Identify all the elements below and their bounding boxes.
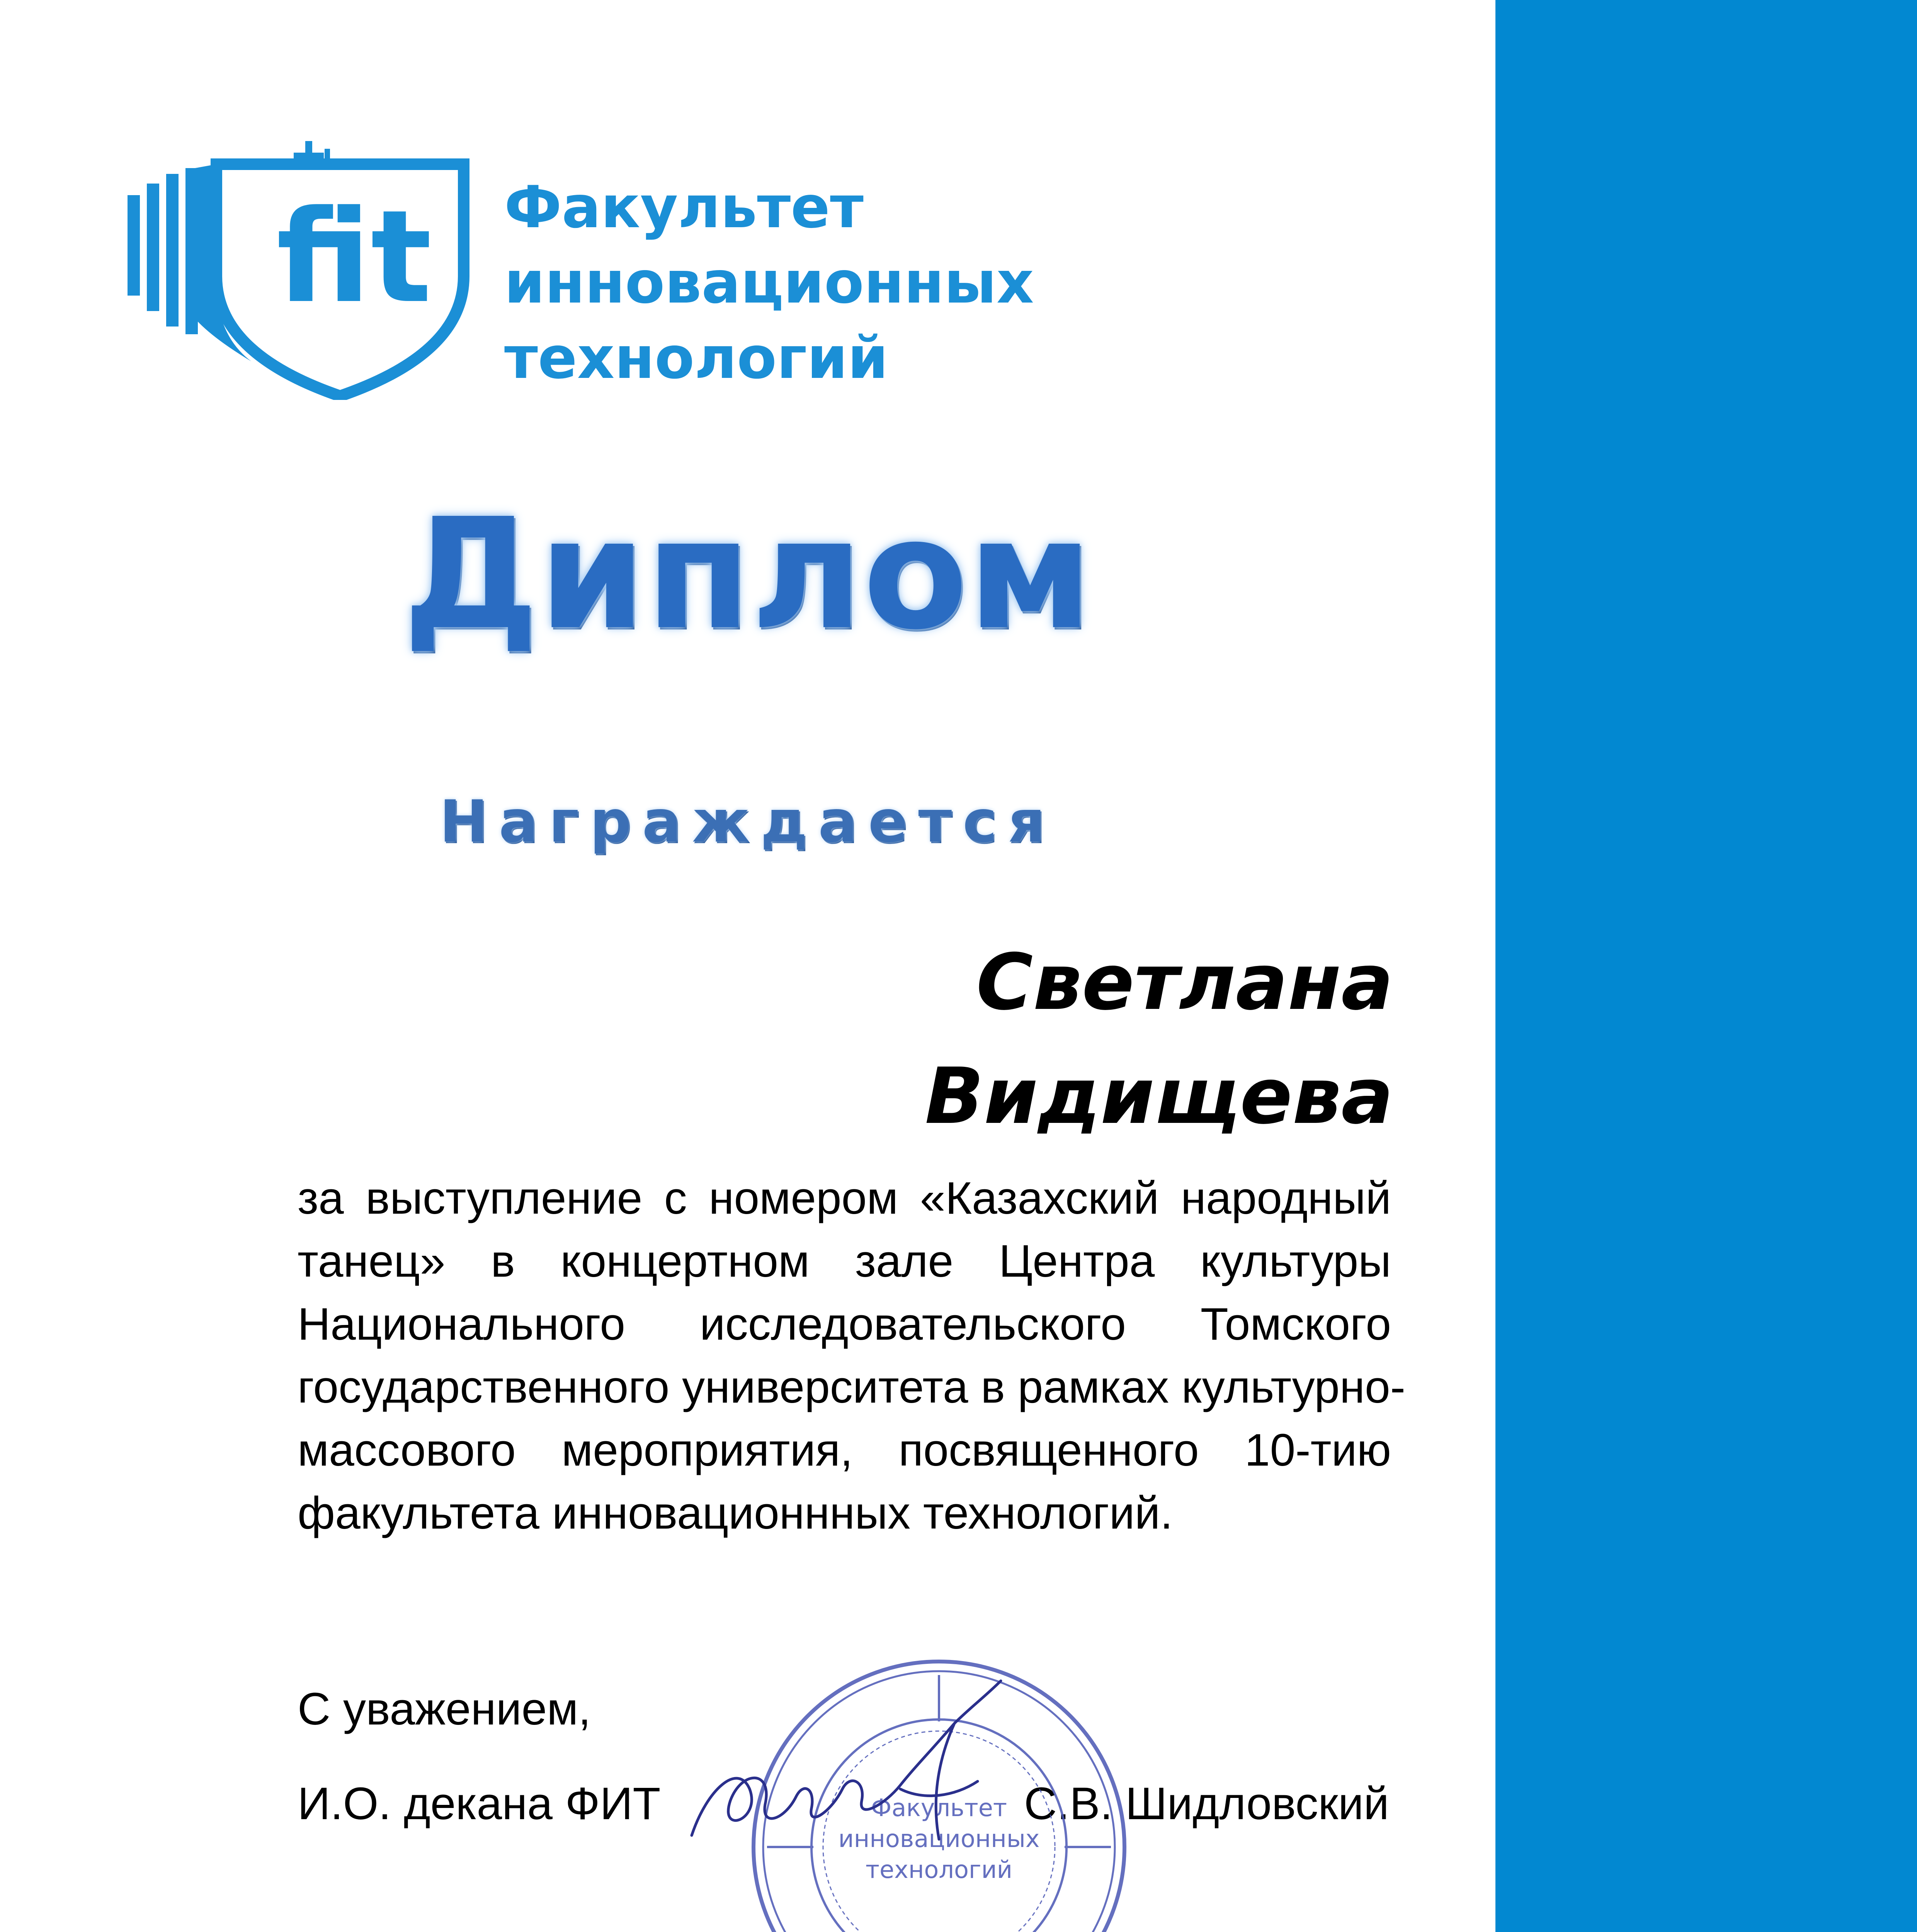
description-line: массового мероприятия, посвященного 10-тию (298, 1425, 1391, 1476)
faculty-name-line: инновационных (504, 249, 1034, 316)
awarded-subtitle: Награждается (439, 788, 1056, 855)
description-line: государственного университета в рамках культурно- (298, 1362, 1405, 1413)
stamp-text-line: инновационных (838, 1825, 1040, 1853)
dean-signature (684, 1673, 1109, 1866)
recipient-name (621, 925, 1393, 1153)
dean-position: И.О. декана ФИТ (298, 1778, 661, 1829)
faculty-name-line: технологий (504, 325, 888, 392)
faculty-name (504, 170, 1084, 396)
logo-letters: fit (276, 183, 432, 331)
dean-name: С.В. Шидловский (1024, 1778, 1389, 1829)
diploma-title: Диплом (403, 486, 1093, 663)
description-line: факультета инновационнных технологий. (298, 1488, 1173, 1539)
stamp-text-line: технологий (865, 1855, 1013, 1884)
description-line: Национального исследовательского Томского (298, 1299, 1391, 1350)
recipient-first-name: Светлана (976, 937, 1393, 1027)
stamp-text-line: Факультет (871, 1794, 1007, 1822)
description-line: за выступление с номером «Казахский народный (298, 1173, 1391, 1224)
award-description (298, 1167, 1405, 1545)
closing-greeting: С уважением, (298, 1684, 591, 1735)
faculty-name-line: Факультет (504, 174, 864, 241)
recipient-last-name: Видищева (925, 1051, 1393, 1141)
description-line: танец» в концертном зале Центра культуры (298, 1236, 1391, 1287)
side-color-band (1495, 0, 1917, 1932)
